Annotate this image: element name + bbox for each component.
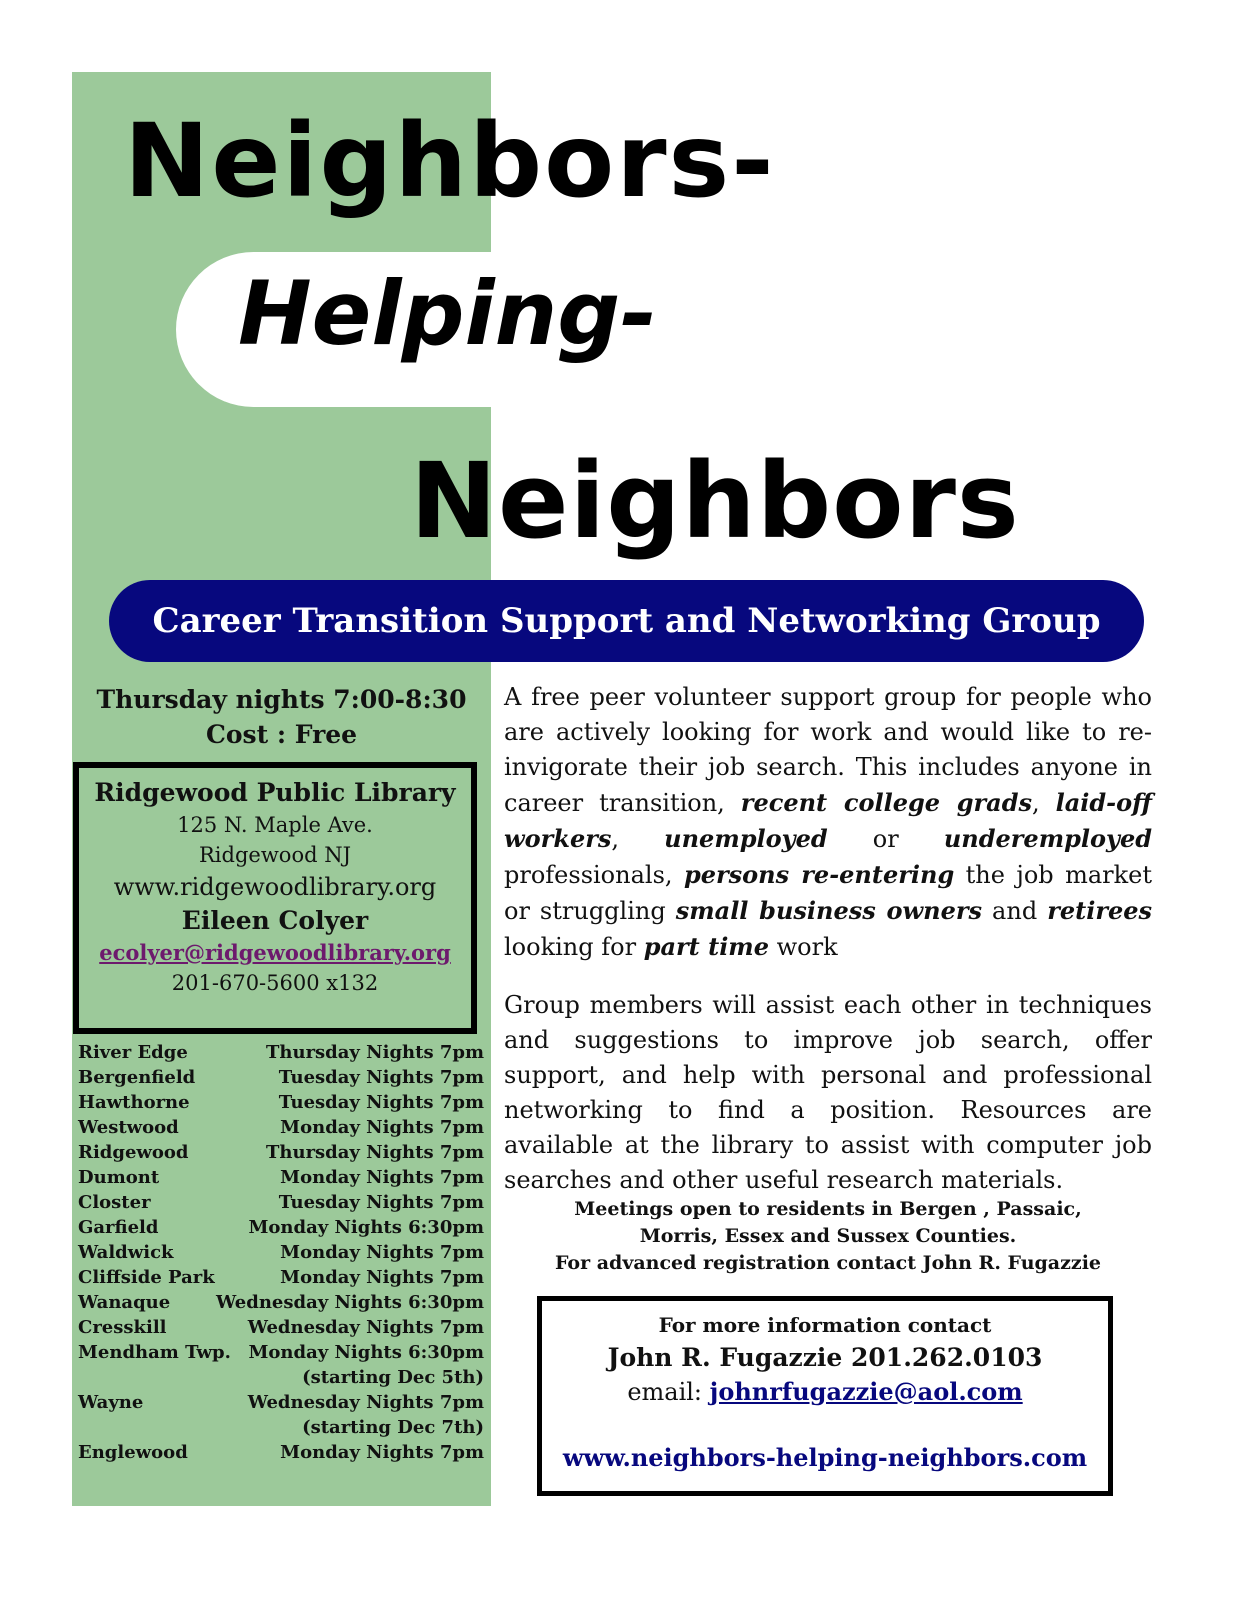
- email-label: email:: [627, 1378, 710, 1406]
- emphasis-text: persons re-entering: [683, 860, 955, 889]
- location-day: Monday Nights 7pm: [280, 1167, 484, 1188]
- contact-name-phone: John R. Fugazzie 201.262.0103: [607, 1343, 1043, 1372]
- text-span: looking for: [504, 933, 644, 961]
- location-town: Cresskill: [78, 1317, 167, 1338]
- contact-email-line: [542, 1375, 1108, 1409]
- location-day: Thursday Nights 7pm: [266, 1042, 484, 1063]
- title-line-3: Neighbors: [410, 440, 1020, 562]
- text-span: ,: [611, 825, 665, 853]
- library-address: 125 N. Maple Ave.: [177, 813, 373, 837]
- contact-box: [537, 1296, 1113, 1496]
- emphasis-text: unemployed: [664, 824, 828, 853]
- location-row: [78, 1265, 484, 1290]
- location-row: [78, 1390, 484, 1415]
- library-contact-email[interactable]: ecolyer@ridgewoodlibrary.org: [99, 940, 451, 965]
- emphasis-text: retirees: [1047, 896, 1153, 925]
- location-day: Monday Nights 7pm: [280, 1242, 484, 1263]
- group-paragraph: Group members will assist each other in techniques and suggestions to improve job search, offer support, and help with personal and professional networking to find a position. Resources are available at the library to assist with computer job searches and other useful research materials.: [504, 991, 1152, 1194]
- location-day: (starting Dec 5th): [302, 1367, 484, 1388]
- location-row: [78, 1340, 484, 1365]
- location-town: Garfield: [78, 1217, 159, 1238]
- location-town: Closter: [78, 1192, 151, 1213]
- location-day: Tuesday Nights 7pm: [278, 1092, 484, 1113]
- locations-list: [78, 1040, 484, 1465]
- location-town: Ridgewood: [78, 1142, 189, 1163]
- location-day: Tuesday Nights 7pm: [278, 1192, 484, 1213]
- location-town: Mendham Twp.: [78, 1342, 231, 1363]
- library-box: [73, 762, 477, 1034]
- location-day: Monday Nights 7pm: [280, 1117, 484, 1138]
- emphasis-text: part time: [643, 932, 769, 961]
- emphasis-text: laid-off workers: [504, 788, 1152, 853]
- emphasis-text: small business owners: [675, 896, 983, 925]
- location-row: [78, 1140, 484, 1165]
- location-row: [78, 1240, 484, 1265]
- location-row: [78, 1290, 484, 1315]
- title-line-2: Helping-: [238, 262, 657, 365]
- description-paragraph: [504, 680, 1152, 965]
- location-day: Wednesday Nights 7pm: [247, 1392, 484, 1413]
- location-day: (starting Dec 7th): [302, 1417, 484, 1438]
- library-website[interactable]: www.ridgewoodlibrary.org: [113, 873, 437, 901]
- location-day: Tuesday Nights 7pm: [278, 1067, 484, 1088]
- location-day: Monday Nights 7pm: [280, 1267, 484, 1288]
- emphasis-text: recent college grads: [740, 788, 1032, 817]
- meetings-line-1: Meetings open to residents in Bergen , Passaic,: [574, 1198, 1082, 1220]
- location-town: Englewood: [78, 1442, 188, 1463]
- meetings-line-2: Morris, Essex and Sussex Counties.: [639, 1225, 1017, 1247]
- location-row: [78, 1440, 484, 1465]
- emphasis-text: underemployed: [943, 824, 1152, 853]
- location-row: [78, 1365, 484, 1390]
- location-day: Wednesday Nights 7pm: [247, 1317, 484, 1338]
- title-line-1: Neighbors-: [124, 102, 776, 221]
- location-town: Westwood: [78, 1117, 179, 1138]
- location-day: Wednesday Nights 6:30pm: [216, 1292, 484, 1313]
- location-town: Wanaque: [78, 1292, 171, 1313]
- location-row: [78, 1115, 484, 1140]
- location-town: Waldwick: [78, 1242, 174, 1263]
- location-row: [78, 1040, 484, 1065]
- location-town: Hawthorne: [78, 1092, 190, 1113]
- meetings-note: [504, 1196, 1152, 1277]
- location-day: Monday Nights 6:30pm: [248, 1342, 484, 1363]
- location-row: [78, 1415, 484, 1440]
- location-day: Monday Nights 7pm: [280, 1442, 484, 1463]
- text-span: the job market or struggling: [504, 861, 1152, 925]
- text-span: ,: [1032, 789, 1056, 817]
- location-row: [78, 1165, 484, 1190]
- meetings-line-3: For advanced registration contact John R. Fugazzie: [554, 1252, 1102, 1274]
- location-day: Thursday Nights 7pm: [266, 1142, 484, 1163]
- text-span: A free peer volunteer support group for people who are actively looking for work and would like to re-invigorate their job search. This includes anyone in career transition,: [504, 683, 1152, 817]
- schedule-block: [72, 682, 491, 752]
- location-row: [78, 1090, 484, 1115]
- text-span: professionals,: [504, 861, 684, 889]
- location-town: Bergenfield: [78, 1067, 196, 1088]
- text-span: work: [768, 933, 838, 961]
- library-city: Ridgewood NJ: [198, 843, 351, 867]
- meeting-time: Thursday nights 7:00-8:30: [96, 685, 467, 714]
- location-town: Wayne: [78, 1392, 144, 1413]
- location-row: [78, 1065, 484, 1090]
- location-town: Cliffside Park: [78, 1267, 215, 1288]
- location-row: [78, 1190, 484, 1215]
- library-name: Ridgewood Public Library: [94, 778, 456, 807]
- location-town: River Edge: [78, 1042, 188, 1063]
- contact-heading: For more information contact: [658, 1313, 992, 1337]
- location-town: Dumont: [78, 1167, 160, 1188]
- text-span: or: [827, 825, 944, 853]
- location-row: [78, 1215, 484, 1240]
- contact-website[interactable]: www.neighbors-helping-neighbors.com: [562, 1443, 1088, 1472]
- contact-email-link[interactable]: johnrfugazzie@aol.com: [709, 1377, 1023, 1406]
- text-span: and: [982, 897, 1048, 925]
- meeting-cost: Cost : Free: [205, 720, 358, 749]
- library-phone: 201-670-5600 x132: [171, 971, 379, 995]
- location-row: [78, 1315, 484, 1340]
- subtitle-banner: Career Transition Support and Networking Group: [109, 580, 1144, 662]
- library-contact-name: Eileen Colyer: [181, 906, 369, 935]
- location-day: Monday Nights 6:30pm: [248, 1217, 484, 1238]
